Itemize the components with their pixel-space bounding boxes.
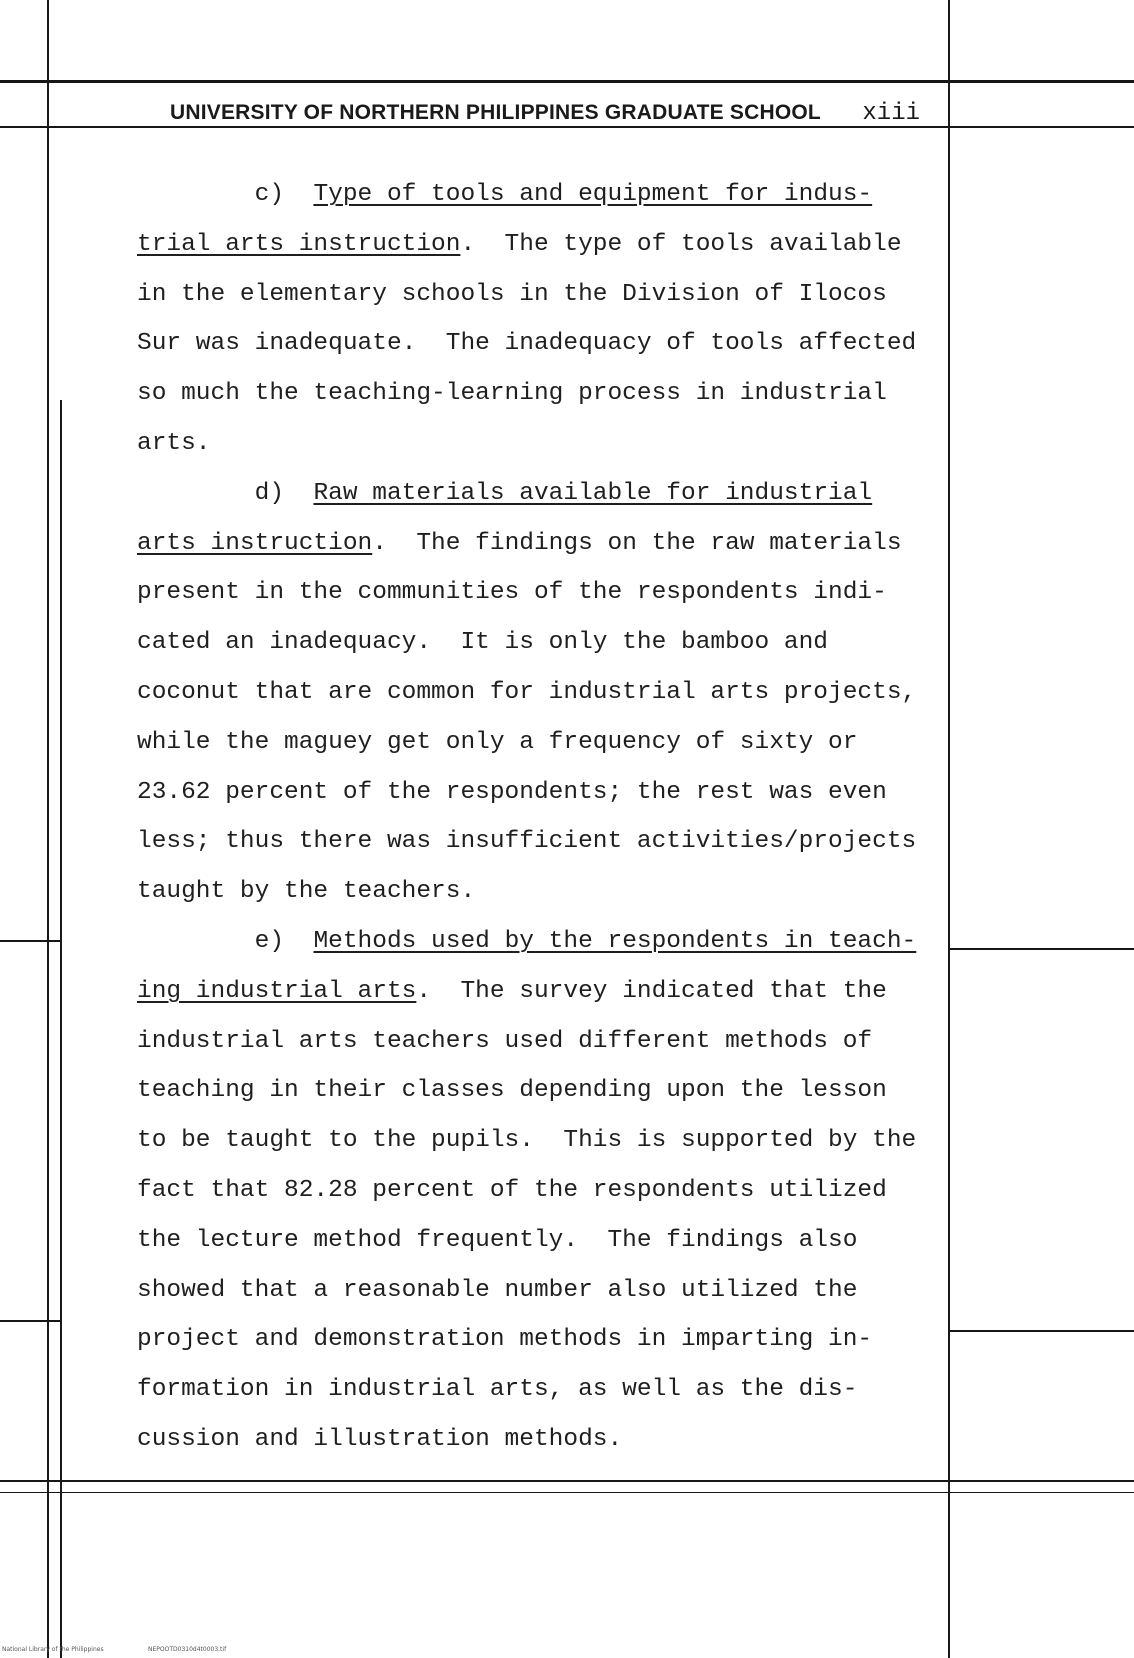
left-tick-2: [0, 1320, 60, 1322]
text-line: [137, 529, 902, 562]
right-margin-line: [948, 0, 950, 1658]
top-rule: [0, 80, 1134, 83]
text-segment: while the maguey get only a frequency of sixty or: [137, 728, 858, 756]
text-line: [137, 1276, 858, 1309]
text-line: [137, 432, 211, 462]
left-tick-1: [0, 940, 60, 942]
text-segment: fact that 82.28 percent of the respondents utilized: [137, 1177, 887, 1204]
underlined-heading: Raw materials available for industrial: [313, 479, 873, 507]
text-segment: so much the teaching-learning process in industrial: [137, 380, 887, 408]
bottom-rule-2: [0, 1492, 1134, 1493]
text-line: [137, 382, 887, 412]
text-segment: industrial arts teachers used different methods of: [137, 1027, 873, 1055]
page-header: [170, 100, 930, 127]
underlined-heading: trial arts instruction: [137, 230, 461, 258]
text-line: [137, 230, 902, 263]
text-segment: d): [137, 479, 314, 507]
text-line: [137, 581, 887, 611]
text-line: [137, 830, 916, 860]
text-line: [137, 479, 873, 512]
text-line: [137, 332, 916, 362]
underlined-heading: arts instruction: [137, 529, 373, 557]
text-segment: present in the communities of the respondents indi-: [137, 579, 887, 607]
text-line: [137, 1129, 916, 1159]
text-segment: showed that a reasonable number also utilized the: [137, 1276, 858, 1304]
text-line: [137, 183, 872, 213]
text-segment: teaching in their classes depending upon the lesson: [137, 1077, 887, 1105]
underlined-heading: Methods used by the respondents in teach-: [313, 928, 917, 955]
text-segment: . The findings on the raw materials: [372, 529, 902, 557]
text-segment: e): [137, 928, 314, 955]
text-segment: c): [137, 181, 314, 208]
text-segment: the lecture method frequently. The findings also: [137, 1226, 858, 1254]
text-segment: in the elementary schools in the Division of Ilocos: [137, 280, 887, 308]
text-line: [137, 880, 475, 910]
text-line: [137, 977, 887, 1010]
text-line: [137, 681, 916, 711]
text-line: [137, 1226, 858, 1259]
text-line: [137, 1179, 887, 1209]
text-segment: cated an inadequacy. It is only the bamboo and: [137, 629, 829, 657]
text-segment: less; thus there was insufficient activities/projects: [137, 828, 917, 856]
text-line: [137, 728, 858, 761]
underlined-heading: Type of tools and equipment for indus-: [313, 181, 873, 208]
right-tick-2: [950, 1330, 1134, 1332]
page-number: xiii: [862, 100, 920, 127]
header-title: UNIVERSITY OF NORTHERN PHILIPPINES GRADUATE SCHOOL: [170, 101, 821, 124]
text-segment: coconut that are common for industrial arts projects,: [137, 679, 917, 706]
footer-library: National Library of the Philippines: [2, 1646, 104, 1653]
text-segment: Sur was inadequate. The inadequacy of tools affected: [137, 330, 917, 358]
right-tick-1: [950, 948, 1134, 950]
text-segment: 23.62 percent of the respondents; the rest was even: [137, 778, 887, 806]
underlined-heading: ing industrial arts: [137, 977, 417, 1005]
text-line: [137, 930, 916, 960]
text-line: [137, 1079, 887, 1109]
text-line: [137, 631, 828, 661]
text-segment: cussion and illustration methods.: [137, 1426, 623, 1453]
text-segment: taught by the teachers.: [137, 878, 476, 906]
text-segment: . The type of tools available: [460, 230, 902, 258]
text-segment: project and demonstration methods in imparting in-: [137, 1326, 873, 1354]
text-line: [137, 1328, 872, 1358]
text-line: [137, 1378, 857, 1408]
text-segment: formation in industrial arts, as well as the dis-: [137, 1376, 858, 1404]
text-line: [137, 778, 887, 811]
left-margin-line: [47, 0, 49, 1658]
text-segment: to be taught to the pupils. This is supported by the: [137, 1127, 917, 1155]
text-line: [137, 1027, 873, 1060]
footer-file-id: NEPOOTD0310d4t0003.tif: [148, 1646, 227, 1653]
text-line: [137, 280, 887, 313]
text-segment: . The survey indicated that the: [416, 977, 887, 1005]
bottom-rule: [0, 1480, 1134, 1482]
left-outer-line: [60, 400, 62, 1658]
text-segment: arts.: [137, 430, 211, 457]
text-line: [137, 1428, 622, 1458]
